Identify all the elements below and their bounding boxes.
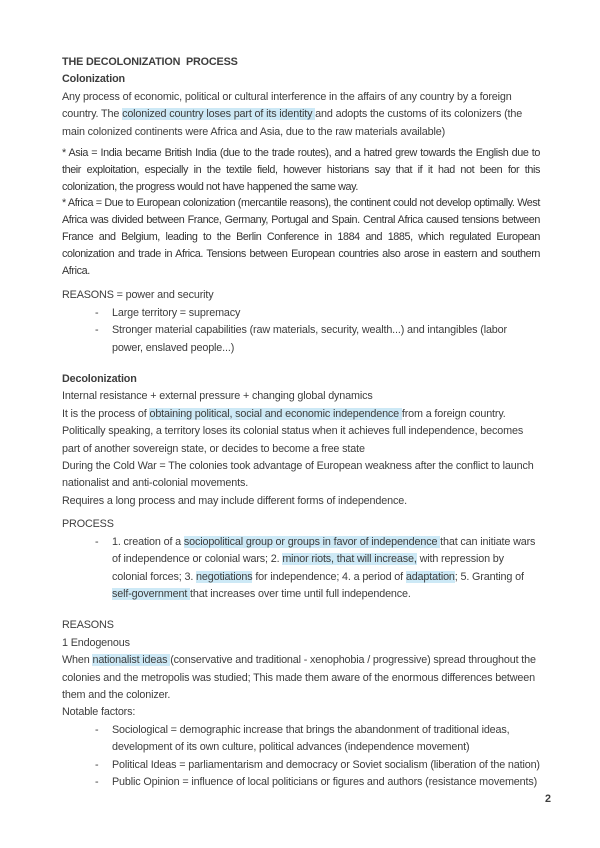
text-run: with repression by colonial forces; 3. bbox=[112, 553, 504, 583]
heading-process: PROCESS bbox=[62, 518, 114, 531]
line-reasons-power-security: REASONS = power and security bbox=[62, 289, 214, 302]
paragraph-africa: * Africa = Due to European colonization (mercantile reasons), the continent could not develop optimally. West Africa was divided between France, Germany, Portugal and Spain. Central Africa caused tensions between France and Belgium, leading to the Berlin Conference in 1884 and 1885, which regulated European colonization and trade in Africa. Tensions between European countries also arose in eastern and southern Africa. bbox=[62, 197, 540, 277]
highlighted-text: adaptation bbox=[405, 570, 455, 583]
page-number: 2 bbox=[544, 793, 551, 805]
document-content bbox=[62, 54, 540, 791]
notable-factors-list bbox=[62, 722, 540, 792]
list-item bbox=[62, 757, 540, 774]
text-run: Any process of economic, political or cultural interference in the affairs of any country by a foreign country. The bbox=[62, 90, 512, 121]
list-item bbox=[62, 774, 540, 791]
colonization-reasons-list bbox=[62, 305, 540, 357]
highlighted-text: obtaining political, social and economic independence bbox=[149, 407, 402, 420]
line-decolonization-formula: Internal resistance + external pressure + changing global dynamics bbox=[62, 390, 373, 403]
list-item bbox=[62, 305, 540, 322]
paragraph-cold-war: During the Cold War = The colonies took advantage of European weakness after the conflict to launch nationalist and anti-colonial movements. bbox=[62, 460, 534, 490]
heading-decolonization: Decolonization bbox=[62, 373, 137, 386]
subheading-endogenous: 1 Endogenous bbox=[62, 636, 130, 649]
list-item bbox=[62, 722, 540, 757]
highlighted-text: nationalist ideas bbox=[92, 654, 171, 667]
highlighted-text: negotiations bbox=[196, 570, 253, 583]
bullet-text: Public Opinion = influence of local politicians or figures and authors (resistance movements) bbox=[112, 775, 538, 788]
highlighted-text: minor riots, that will increase, bbox=[282, 553, 417, 566]
doc-title: THE DECOLONIZATION PROCESS bbox=[62, 56, 238, 68]
heading-reasons: REASONS bbox=[62, 619, 114, 632]
line-notable-factors: Notable factors: bbox=[62, 706, 136, 719]
text-run: for independence; 4. a period of bbox=[252, 570, 406, 583]
text-run: that can initiate wars of independence or colonial wars; 2. bbox=[112, 535, 536, 566]
bullet-text: Large territory = supremacy bbox=[112, 306, 241, 319]
heading-colonization: Colonization bbox=[62, 73, 125, 86]
text-run: It is the process of bbox=[62, 407, 150, 420]
text-run: and adopts the customs of its colonizers (the main colonized continents were Africa and Asia, due to the raw materials available) bbox=[62, 108, 523, 138]
paragraph-nationalist-ideas bbox=[62, 652, 540, 704]
highlighted-text: colonized country loses part of its identity bbox=[122, 108, 316, 121]
paragraph-asia: * Asia = India became British India (due to the trade routes), and a hatred grew towards the English due to their exploitation, especially in the textile field, however historians say that if it had not been for this colonization, the progress would not have happened the same way. bbox=[62, 147, 540, 193]
text-run: (conservative and traditional - xenophobia / progressive) spread throughout the colonies and the metropolis was studied; This made them aware of the enormous differences between them and the colonizer. bbox=[62, 654, 536, 701]
text-run: When bbox=[62, 654, 93, 667]
highlighted-text: sociopolitical group or groups in favor of independence bbox=[183, 535, 441, 548]
text-run: from a foreign country. Politically speaking, a territory loses its colonial status when it achieves full independence, becomes part of another sovereign state, or decides to become a free state bbox=[62, 407, 524, 455]
paragraph-colonization-definition bbox=[62, 89, 540, 141]
text-run: that increases over time until full independence. bbox=[190, 587, 411, 600]
bullet-text: Sociological = demographic increase that brings the abandonment of traditional ideas, development of its own culture, political advances (independence movement) bbox=[112, 723, 510, 754]
list-item bbox=[62, 322, 540, 357]
bullet-text: Political Ideas = parliamentarism and democracy or Soviet socialism (liberation of the nation) bbox=[112, 758, 540, 771]
process-list bbox=[62, 534, 540, 604]
bullet-text: Stronger material capabilities (raw materials, security, wealth...) and intangibles (labor power, enslaved people...) bbox=[112, 324, 507, 354]
highlighted-text: self-government bbox=[112, 587, 191, 600]
list-item bbox=[62, 534, 540, 604]
paragraph-decolonization-definition bbox=[62, 406, 540, 458]
paragraph-requires: Requires a long process and may include different forms of independence. bbox=[62, 494, 407, 507]
text-run: 1. creation of a bbox=[112, 535, 184, 548]
text-run: ; 5. Granting of bbox=[454, 570, 524, 583]
